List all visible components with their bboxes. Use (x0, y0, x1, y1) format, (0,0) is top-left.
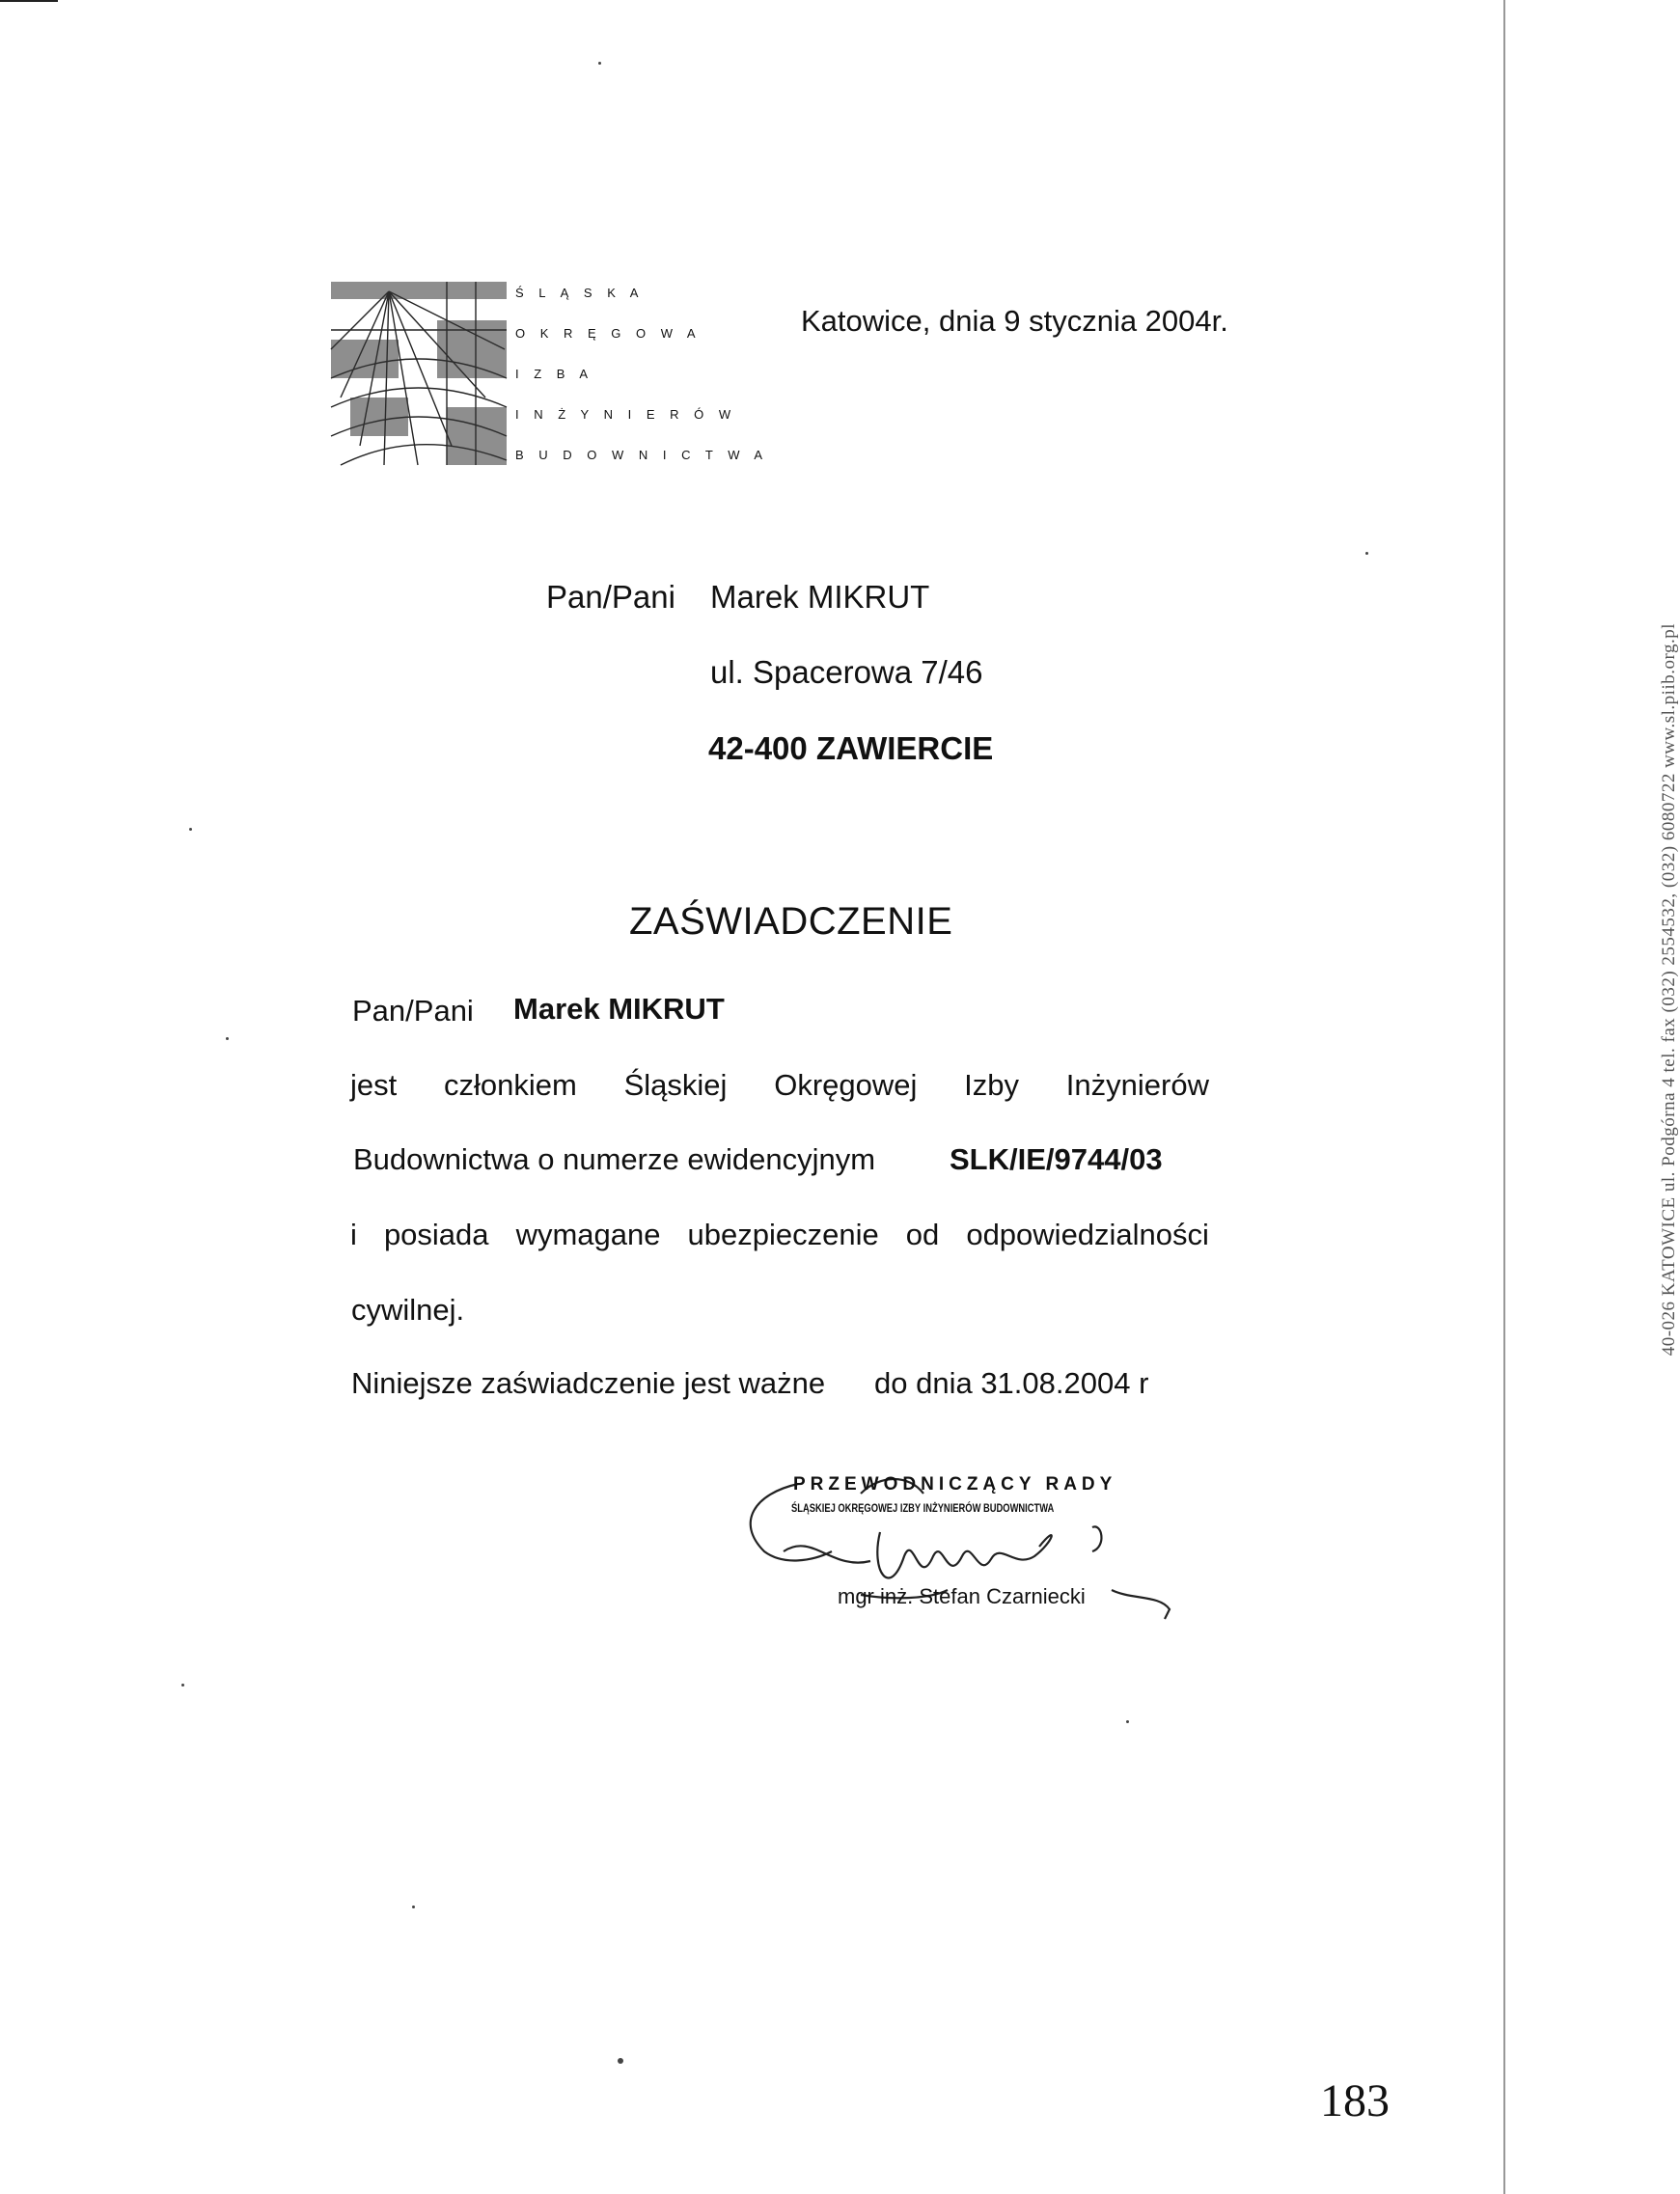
registration-number: SLK/IE/9744/03 (950, 1142, 1163, 1176)
scan-speck (598, 62, 601, 65)
stamp-organization: ŚLĄSKIEJ OKRĘGOWEJ IZBY INŻYNIERÓW BUDOWNICTWA (791, 1501, 1055, 1515)
scan-edge-shadow (1503, 0, 1505, 2194)
scan-speck (1126, 1720, 1129, 1723)
date-line: Katowice, dnia 9 stycznia 2004r. (801, 304, 1228, 338)
stamp-signer: mgr inż. Stefan Czarniecki (838, 1584, 1086, 1608)
person-label: Pan/Pani (352, 994, 474, 1028)
word: Inżynierów (1065, 1068, 1209, 1102)
word: Izby (964, 1068, 1020, 1102)
scan-speck (618, 2058, 623, 2064)
logo-text-line-1: Ś L Ą S K A (515, 286, 645, 300)
recipient-label: Pan/Pani (546, 579, 675, 615)
word: od (905, 1218, 940, 1251)
word: posiada (383, 1218, 489, 1251)
scan-speck (1365, 552, 1368, 555)
word: członkiem (444, 1068, 577, 1102)
word: i (350, 1218, 357, 1251)
recipient-city: 42-400 ZAWIERCIE (708, 730, 994, 766)
word: Śląskiej (623, 1068, 728, 1102)
scan-speck (181, 1684, 184, 1687)
body-line-membership (350, 1068, 1209, 1103)
logo-text-line-2: O K R Ę G O W A (515, 326, 702, 341)
body-line-validity: Niniejsze zaświadczenie jest ważne (351, 1366, 826, 1400)
page-number: 183 (1320, 2075, 1390, 2126)
margin-address-text: 40-026 KATOWICE ul. Podgórna 4 tel. fax (032) 2554532, (032) 6080722 www.sl.piib.org.pl (1659, 623, 1679, 1357)
scan-speck (412, 1906, 415, 1908)
document-title: ZAŚWIADCZENIE (629, 900, 953, 943)
word: odpowiedzialności (966, 1218, 1209, 1251)
scan-speck (189, 828, 192, 831)
validity-date: do dnia 31.08.2004 r (874, 1366, 1149, 1400)
logo-text-line-5: B U D O W N I C T W A (515, 448, 769, 462)
logo-graphic (331, 282, 507, 465)
body-line-civil: cywilnej. (351, 1293, 465, 1327)
chamber-logo (331, 282, 507, 465)
body-line-registration: Budownictwa o numerze ewidencyjnym (353, 1142, 876, 1176)
logo-text-line-4: I N Ż Y N I E R Ó W (515, 407, 737, 422)
scan-edge-line (0, 0, 58, 2)
recipient-street: ul. Spacerowa 7/46 (710, 654, 983, 690)
scan-speck (226, 1037, 229, 1040)
logo-text-line-3: I Z B A (515, 367, 594, 381)
person-name: Marek MIKRUT (513, 992, 725, 1026)
word: jest (350, 1068, 398, 1102)
body-line-insurance (350, 1218, 1209, 1252)
recipient-name: Marek MIKRUT (710, 579, 930, 615)
word: wymagane (515, 1218, 661, 1251)
stamp-title: PRZEWODNICZĄCY RADY (793, 1474, 1117, 1495)
word: ubezpieczenie (687, 1218, 879, 1251)
word: Okręgowej (774, 1068, 918, 1102)
